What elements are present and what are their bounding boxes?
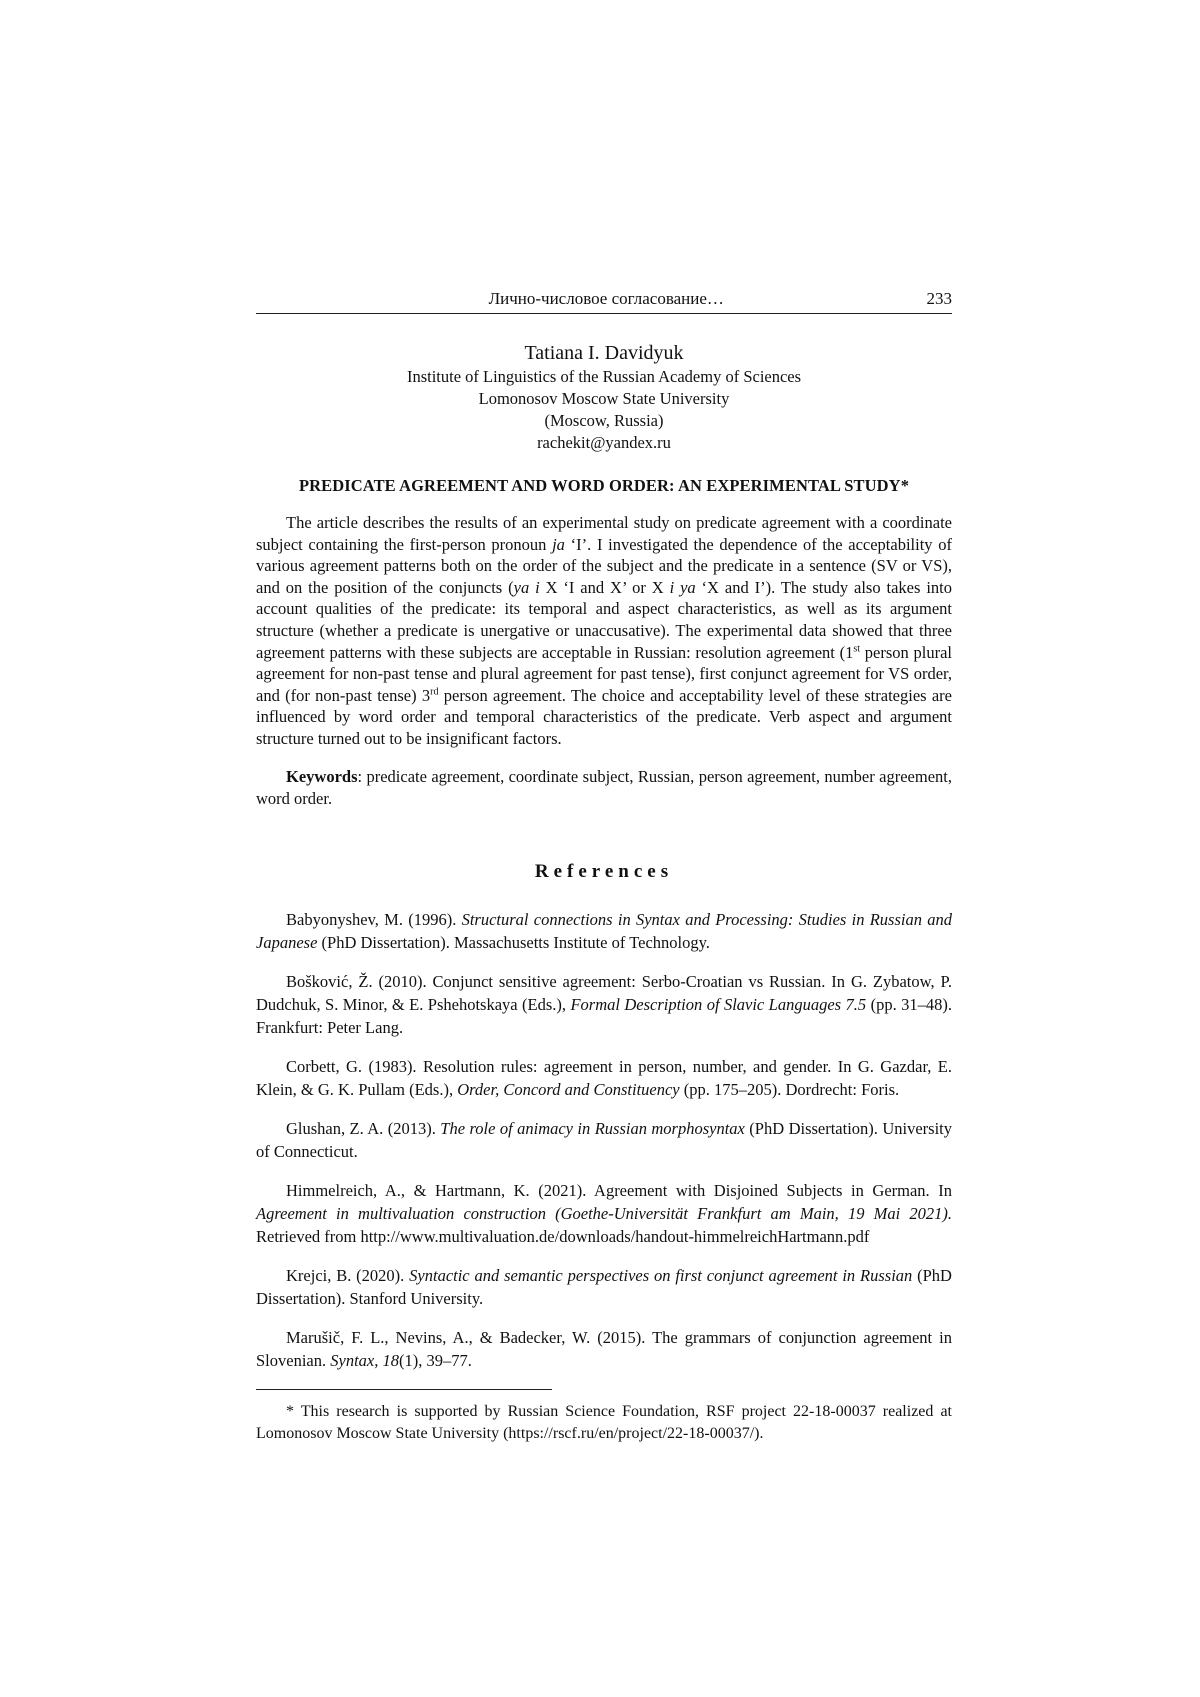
footnote-mark: *	[286, 1403, 294, 1421]
term-ja: ja	[552, 534, 565, 554]
article-title-text: PREDICATE AGREEMENT AND WORD ORDER: AN EXPERIMENTAL STUDY	[298, 476, 901, 495]
footnote-divider	[256, 1389, 552, 1390]
footnote	[256, 1401, 952, 1444]
running-header	[256, 289, 952, 314]
author-name: Tatiana I. Davidyuk	[524, 342, 684, 364]
paper-page	[256, 289, 952, 1461]
affiliation-2: Lomonosov Moscow State University	[478, 389, 730, 408]
reference-item: Marušič, F. L., Nevins, A., & Badecker, W. (2015). The grammars of conjunction agreement in Slovenian. Syntax, 18(1), 39–77.	[256, 1328, 952, 1371]
keywords	[256, 766, 952, 809]
author-location: (Moscow, Russia)	[544, 411, 664, 430]
affiliation-1: Institute of Linguistics of the Russian Academy of Sciences	[406, 367, 802, 386]
keywords-label: Keywords	[286, 767, 358, 787]
term-ya-i: ya i	[513, 577, 540, 597]
footnote-ref-mark[interactable]: *	[900, 476, 910, 495]
footnote-text: This research is supported by Russian Science Foundation, RSF project 22-18-00037 realized at Lomonosov Moscow State University (https://rscf.ru/en/project/22-18-00037/).	[256, 1403, 952, 1443]
author-block	[256, 340, 952, 454]
keywords-text: : predicate agreement, coordinate subject, Russian, person agreement, number agreement, word order.	[256, 767, 952, 808]
term-i-ya: i ya	[669, 577, 696, 597]
abstract: The article describes the results of an experimental study on predicate agreement with a coordinate subject containing the first-person pronoun ja ‘I’. I investigated the dependence of the acceptability of various agreement patterns both on the order of the subject and the predicate in a sentence (SV or VS), and on the position of the conjuncts (ya i X ‘I and X’ or X i ya ‘X and I’). The study also takes into account qualities of the predicate: its temporal and aspect characteristics, as well as its argument structure (whether a predicate is unergative or unaccusative). The experimental data showed that three agreement patterns with these subjects are acceptable in Russian: resolution agreement (1st person plural agreement for non-past tense and plural agreement for past tense), first conjunct agreement for VS order, and (for non-past tense) 3rd person agreement. The choice and acceptability level of these strategies are influenced by word order and temporal characteristics of the predicate. Verb aspect and argument structure turned out to be insignificant factors.	[256, 513, 952, 748]
references-heading: References	[534, 861, 674, 883]
reference-item: Corbett, G. (1983). Resolution rules: agreement in person, number, and gender. In G. Gazdar, E. Klein, & G. K. Pullam (Eds.), Order, Concord and Constituency (pp. 175–205). Dordrecht: Foris.	[256, 1057, 952, 1099]
page-number: 233	[926, 289, 952, 308]
author-email[interactable]: rachekit@yandex.ru	[537, 433, 671, 452]
article-title	[256, 476, 952, 496]
superscript-rd: rd	[430, 686, 439, 698]
reference-item: Himmelreich, A., & Hartmann, K. (2021). Agreement with Disjoined Subjects in German. In Agreement in multivaluation construction (Goethe-Universität Frankfurt am Main, 19 Mai 2021). Retrieved from http://www.multivaluation.de/downloads/handout-himmelreichHartmann.pdf	[256, 1181, 952, 1246]
reference-item: Glushan, Z. A. (2013). The role of animacy in Russian morphosyntax (PhD Dissertation). University of Connecticut.	[256, 1119, 953, 1162]
reference-item: Krejci, B. (2020). Syntactic and semantic perspectives on first conjunct agreement in Russian (PhD Dissertation). Stanford University.	[256, 1266, 952, 1309]
reference-item: Bošković, Ž. (2010). Conjunct sensitive agreement: Serbo-Croatian vs Russian. In G. Zybatow, P. Dudchuk, S. Minor, & E. Pshehotskaya (Eds.), Formal Description of Slavic Languages 7.5 (pp. 31–48). Frankfurt: Peter Lang.	[256, 972, 952, 1037]
running-title: Лично-числовое согласование…	[488, 289, 724, 308]
reference-item: Babyonyshev, M. (1996). Structural connections in Syntax and Processing: Studies in Russian and Japanese (PhD Dissertation). Massachusetts Institute of Technology.	[256, 910, 952, 953]
reference-list	[256, 909, 952, 1373]
superscript-st: st	[853, 643, 861, 655]
